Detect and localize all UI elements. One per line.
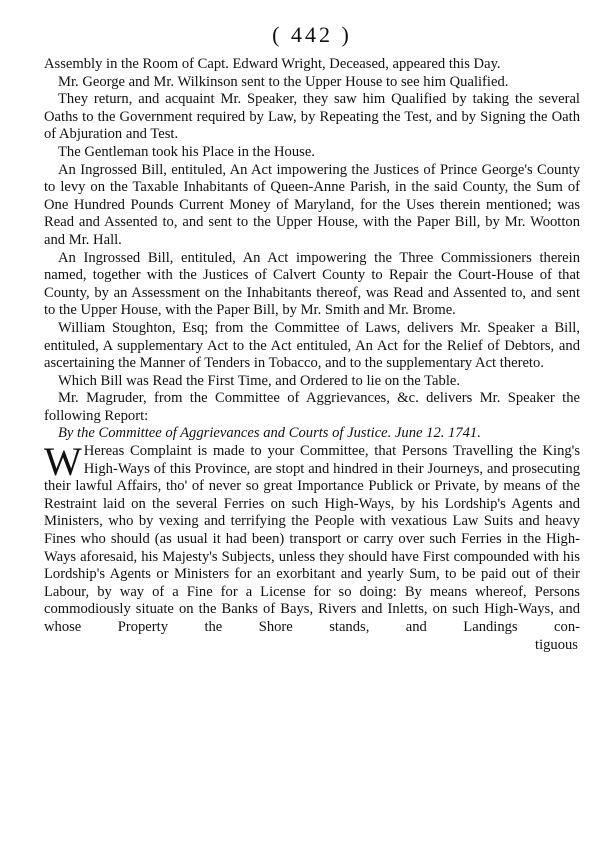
paragraph [44, 320, 580, 373]
paragraph-text: Mr. Magruder, from the Committee of Aggrievances, &c. delivers Mr. Speaker the following Report: [44, 390, 580, 424]
catchword [44, 637, 580, 655]
paragraph-text: The Gentleman took his Place in the House. [58, 143, 315, 160]
catchword-text: tiguous [535, 636, 578, 653]
paragraph-text: An Ingrossed Bill, entituled, An Act impowering the Justices of Prince George's County to levy on the Taxable Inhabitants of Queen-Anne Parish, in the said County, the Sum of One Hundred Pounds Current Money of Maryland, for the Uses therein mentioned; was Read and Assented to, and sent to the Upper House, with the Paper Bill, by Mr. Wootton and Mr. Hall. [44, 161, 580, 248]
report-heading [44, 425, 580, 443]
paragraph-text: Hereas Complaint is made to your Committee, that Persons Travelling the King's High-Ways of this Province, are stopt and hindred in their Journeys, and prosecuting their lawful Affairs, tho' of never so great Importance Publick or Private, by means of the Restraint laid on the several Ferries on such High-Ways, by his Lordship's Agents and Ministers, who by vexing and terrifying the People with vexatious Law Suits and heavy Fines who should (as usual it had been) transport or carry over such Ferries in the High-Ways aforesaid, his Majesty's Subjects, unless they should have First compounded with his Lordship's Agents or Ministers for an exorbitant and yearly Sum, to be paid out of their Labour, by way of a Fine for a License for so doing: By means whereof, Persons commodiously situate on the Banks of Bays, Rivers and Inletts, on such High-Ways, and whose Property the Shore stands, and Landings con- [44, 443, 580, 635]
paragraph [44, 250, 580, 320]
paragraph [44, 390, 580, 425]
report-body [44, 439, 580, 637]
paragraph [44, 91, 580, 144]
paragraph-text: William Stoughton, Esq; from the Committee of Laws, delivers Mr. Speaker a Bill, entituled, A supplementary Act to the Act entituled, An Act for the Relief of Debtors, and ascertaining the Manner of Tenders in Tobacco, and to the supplementary Act thereto. [44, 319, 580, 372]
document-body [44, 56, 580, 654]
paragraph-text: They return, and acquaint Mr. Speaker, they saw him Qualified by taking the several Oaths to the Government required by Law, by Repeating the Test, and by Signing the Oath of Abjuration and Test. [44, 91, 580, 143]
paragraph [44, 74, 580, 92]
paragraph-text: An Ingrossed Bill, entituled, An Act impowering the Three Commissioners therein named, together with the Justices of Calvert County to Repair the Court-House of that County, by an Assessment on the Inhabitants thereof, was Read and Assented to, and sent to the Upper House, with the Paper Bill, by Mr. Smith and Mr. Brome. [44, 249, 580, 319]
paragraph-text: Assembly in the Room of Capt. Edward Wright, Deceased, appeared this Day. [44, 56, 501, 72]
page-number: ( 442 ) [272, 22, 352, 47]
paragraph [44, 162, 580, 250]
report-heading-text: By the Committee of Aggrievances and Courts of Justice. June 12. 1741. [58, 425, 481, 442]
paragraph-text: Which Bill was Read the First Time, and Ordered to lie on the Table. [58, 372, 460, 389]
paragraph [44, 373, 580, 391]
paragraph-text: Mr. George and Mr. Wilkinson sent to the Upper House to see him Qualified. [58, 73, 509, 90]
paragraph [44, 144, 580, 162]
drop-cap-letter: W [44, 439, 82, 485]
paragraph-continuation [44, 56, 580, 74]
